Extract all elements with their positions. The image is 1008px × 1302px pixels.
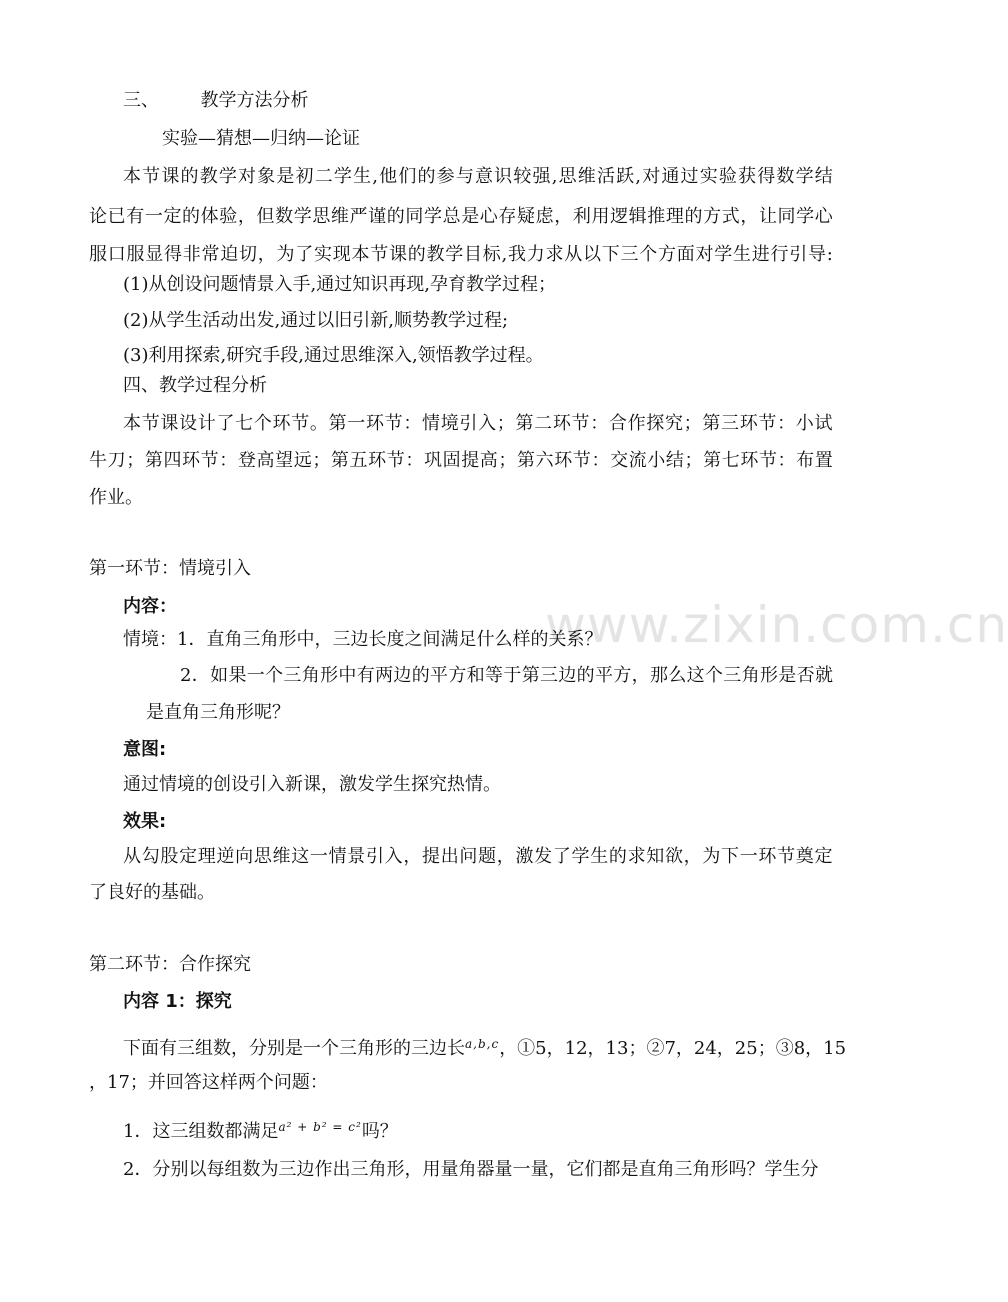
paragraph-line: 本 节 课 设 计 了 七 个 环 节 。 第 一 环 节 ： 情 境 引 入 ； 第 二 环 节 ： 合 作 探 究 ； 第 三 环 节 ： 小 试 [123, 413, 833, 434]
sides-abc-math: a,b,c [465, 1037, 500, 1051]
stage1-intent-label: 意图: [123, 739, 167, 760]
stage2-paragraph-suffix: ，①5，12，13；②7，24，25；③8，15 [499, 1038, 847, 1059]
stage1-content-label: 内容： [123, 596, 177, 617]
stage2-content-label: 内容 1：探究 [123, 991, 232, 1012]
section3-heading-title: 教学方法分析 [200, 90, 309, 111]
stage2-question-1 [123, 1115, 398, 1144]
stage2-paragraph-line [123, 1032, 846, 1061]
stage1-question-1: 情境：1．直角三角形中，三边长度之间满足什么样的关系？ [123, 629, 603, 650]
list-item: (3)利用探索,研究手段,通过思维深入,领悟教学过程。 [123, 345, 544, 366]
stage1-effect-line: 了良好的基础。 [89, 882, 215, 903]
stage1-intent-text: 通过情境的创设引入新课，激发学生探究热情。 [123, 774, 501, 795]
list-item: (2)从学生活动出发,通过以旧引新,顺势教学过程; [123, 310, 509, 331]
stage1-question-2: 2 ． 如 果 一 个 三 角 形 中 有 两 边 的 平 方 和 等 于 第 三 边 的 平 方 ， 那 么 这 个 三 角 形 是 否 就 [180, 665, 833, 686]
stage1-heading: 第一环节：情境引入 [89, 558, 251, 579]
list-item: (1)从创设问题情景入手,通过知识再现,孕育教学过程； [123, 274, 556, 295]
watermark: www.zixin.com.cn [545, 596, 1008, 654]
section4-heading: 四、教学过程分析 [123, 375, 267, 396]
stage2-question-2: 2．分别以每组数为三边作出三角形，用量角器量一量，它们都是直角三角形吗？学生分 [123, 1159, 819, 1180]
question-1-prefix: 1．这三组数都满足 [123, 1121, 279, 1142]
stage2-paragraph-line: ，17；并回答这样两个问题： [89, 1072, 328, 1093]
stage1-effect-line: 从 勾 股 定 理 逆 向 思 维 这 一 情 景 引 入 ， 提 出 问 题 ， 激 发 了 学 生 的 求 知 欲 ， 为 下 一 环 节 奠 定 [123, 846, 833, 867]
stage1-effect-label: 效果: [123, 811, 167, 832]
stage2-paragraph-prefix: 下面有三组数，分别是一个三角形的三边长 [123, 1038, 465, 1059]
paragraph-line: 牛 刀 ； 第 四 环 节 ： 登 高 望 远 ； 第 五 环 节 ： 巩 固 提 高 ； 第 六 环 节 ： 交 流 小 结 ； 第 七 环 节 ： 布 置 [89, 450, 833, 471]
paragraph-line: 论 已 有 一 定 的 体 验 ， 但 数 学 思 维 严 谨 的 同 学 总 是 心 存 疑 虑 ， 利 用 逻 辑 推 理 的 方 式 ， 让 同 学 心 [89, 206, 833, 227]
paragraph-line: 服 口 服 显 得 非 常 迫 切 ， 为 了 实 现 本 节 课 的 教 学 目 标 , 我 力 求 从 以 下 三 个 方 面 对 学 生 进 行 引 导 : [89, 244, 833, 265]
section3-heading-number: 三、 [123, 90, 159, 111]
method-sequence: 实验—猜想—归纳—论证 [162, 128, 360, 149]
paragraph-line: 作业。 [89, 487, 143, 508]
stage2-heading: 第二环节：合作探究 [89, 954, 251, 975]
pythagorean-formula: a² + b² = c² [278, 1120, 362, 1134]
paragraph-line: 本 节 课 的 教 学 对 象 是 初 二 学 生 , 他 们 的 参 与 意 识 较 强 , 思 维 活 跃 , 对 通 过 实 验 获 得 数 学 结 [123, 166, 833, 187]
stage1-question-2-cont: 是直角三角形呢？ [146, 702, 290, 723]
question-1-suffix: 吗？ [361, 1121, 398, 1142]
section3-heading [123, 89, 308, 113]
